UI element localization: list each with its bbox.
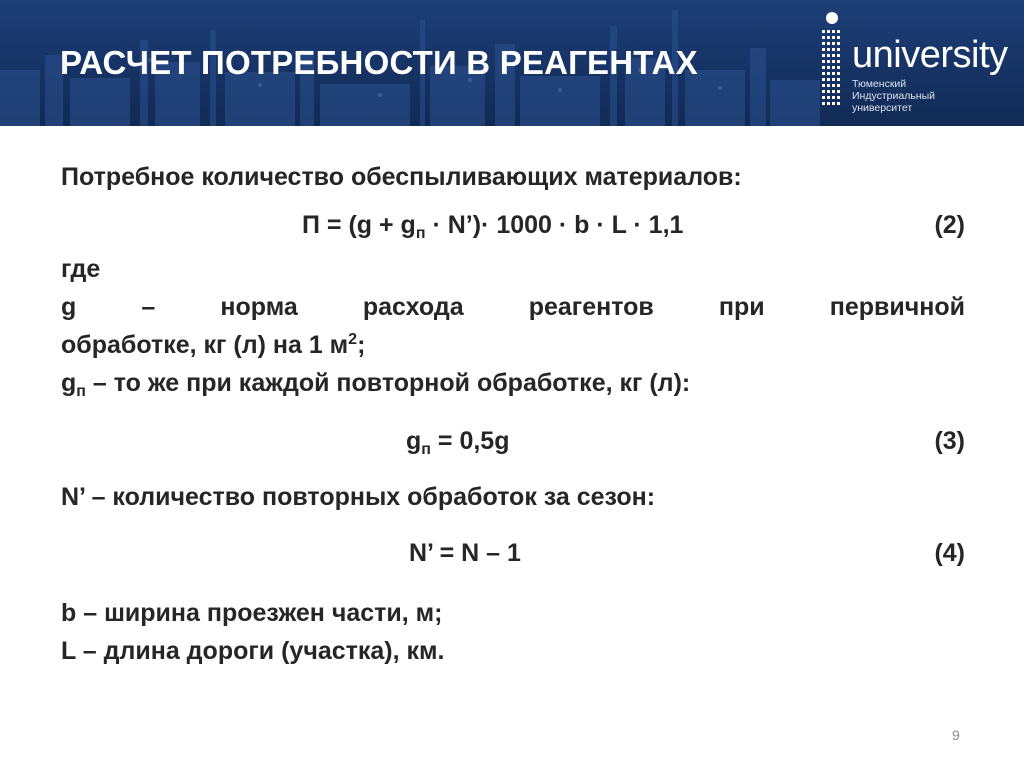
gp-symbol: g xyxy=(61,369,77,397)
slide-title: РАСЧЕТ ПОТРЕБНОСТИ В РЕАГЕНТАХ xyxy=(60,44,698,81)
globe-dots-icon xyxy=(818,10,850,114)
equation-2-formula xyxy=(302,206,683,244)
superscript: 2 xyxy=(348,331,358,348)
g-definition-end: ; xyxy=(357,331,366,359)
equation-3-rhs: = 0,5g xyxy=(430,427,510,455)
g-definition-line-2 xyxy=(61,326,965,364)
equation-3-symbol: g xyxy=(406,427,422,455)
g-definition-text: обработке, кг (л) на 1 м xyxy=(61,331,349,359)
equation-3 xyxy=(61,422,965,460)
slide-header xyxy=(0,0,1024,126)
equation-3-formula xyxy=(406,422,509,460)
equation-2 xyxy=(61,206,965,244)
equation-4 xyxy=(61,534,965,572)
logo-subtitle-line: Индустриальный xyxy=(852,90,936,102)
logo-wordmark: university xyxy=(852,34,1008,76)
university-logo xyxy=(818,10,1008,114)
equation-4-number: (4) xyxy=(934,539,965,567)
equation-2-rhs: · N’)· 1000 · b · L · 1,1 xyxy=(425,211,684,239)
logo-subtitle-line: университет xyxy=(852,102,913,114)
logo-subtitle-line: Тюменский xyxy=(852,78,907,90)
intro-text: Потребное количество обеспыливающих материалов: xyxy=(61,163,742,191)
logo-subtitle xyxy=(852,78,935,114)
where-label: где xyxy=(61,255,101,283)
g-definition-line-1: g – норма расхода реагентов при первичной xyxy=(61,293,965,321)
equation-3-number: (3) xyxy=(934,427,965,455)
equation-2-number: (2) xyxy=(934,211,965,239)
b-definition: b – ширина проезжен части, м; xyxy=(61,599,443,627)
gp-definition-text: – то же при каждой повторной обработке, кг (л): xyxy=(85,369,691,397)
subscript: п xyxy=(76,383,86,400)
slide-body xyxy=(61,158,965,670)
gp-definition xyxy=(61,364,965,402)
equation-4-formula: N’ = N – 1 xyxy=(409,539,521,567)
subscript: п xyxy=(415,225,426,242)
page-number: 9 xyxy=(952,727,960,743)
equation-2-lhs: П = (g + g xyxy=(302,211,416,239)
l-definition: L – длина дороги (участка), км. xyxy=(61,637,445,665)
subscript: п xyxy=(421,441,431,458)
n-definition: N’ – количество повторных обработок за сезон: xyxy=(61,483,656,511)
